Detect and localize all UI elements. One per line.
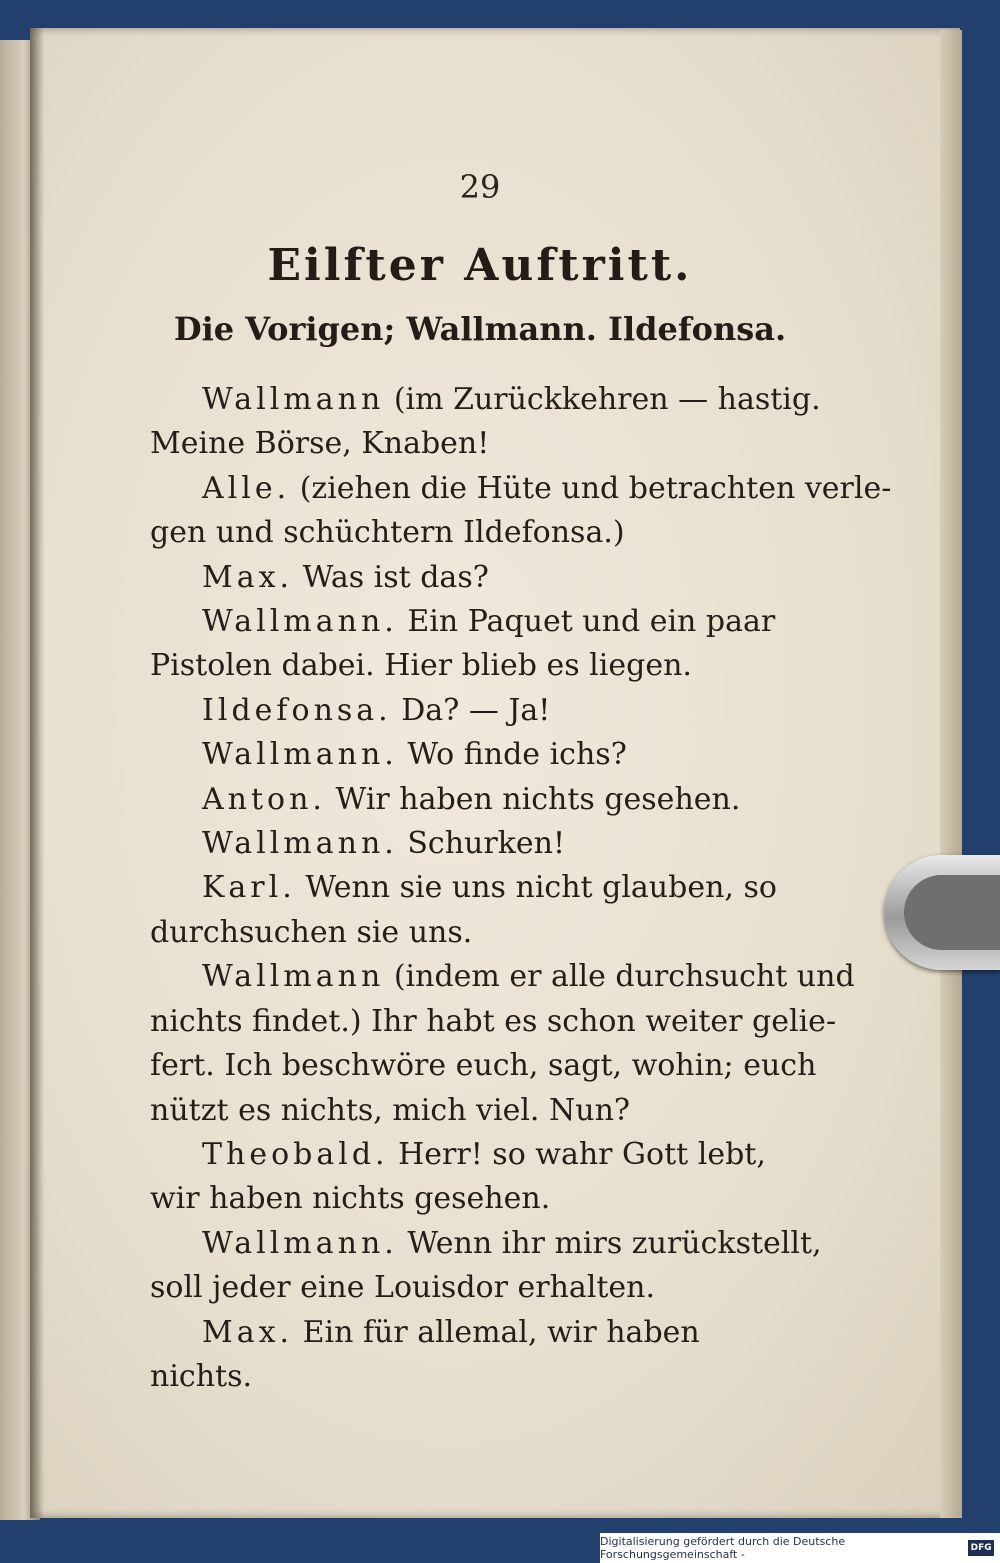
line-text: Wo finde ichs? bbox=[397, 737, 627, 773]
line-text: nichts. bbox=[150, 1358, 253, 1394]
line-text: nützt es nichts, mich viel. Nun? bbox=[150, 1092, 630, 1128]
speaker-name: Anton. bbox=[202, 781, 326, 817]
scene-title: Eilfter Auftritt. bbox=[267, 240, 693, 291]
footer-credit: Digitalisierung gefördert durch die Deutsche Forschungsgemeinschaft - bbox=[600, 1535, 846, 1561]
text-line bbox=[150, 1266, 835, 1310]
line-text: Wenn sie uns nicht glauben, so bbox=[295, 870, 777, 906]
line-text: Was ist das? bbox=[293, 559, 489, 595]
speaker-name: Wallmann. bbox=[202, 604, 398, 640]
footer-credit-bar bbox=[600, 1533, 1000, 1563]
line-text: fert. Ich beschwöre euch, sagt, wohin; euch bbox=[150, 1048, 817, 1084]
text-line bbox=[150, 511, 835, 555]
line-text: Wir haben nichts gesehen. bbox=[325, 781, 741, 817]
text-line bbox=[150, 822, 835, 866]
speaker-name: Ildefonsa. bbox=[202, 692, 392, 728]
text-line bbox=[150, 955, 855, 999]
speaker-name: Max. bbox=[202, 559, 294, 595]
line-text: Pistolen dabei. Hier blieb es liegen. bbox=[150, 648, 692, 684]
speaker-name: Wallmann. bbox=[202, 1225, 398, 1261]
line-text: gen und schüchtern Ildefonsa.) bbox=[150, 515, 625, 551]
text-line bbox=[150, 556, 835, 600]
line-text: Wenn ihr mirs zurückstellt, bbox=[397, 1225, 822, 1261]
speaker-name: Alle. bbox=[202, 470, 291, 506]
speaker-name: Wallmann bbox=[202, 959, 385, 995]
line-text: (ziehen die Hüte und betrachten verle- bbox=[290, 470, 892, 506]
scene-cast: Die Vorigen; Wallmann. Ildefonsa. bbox=[173, 310, 787, 348]
line-text: Meine Börse, Knaben! bbox=[150, 426, 490, 462]
text-line bbox=[150, 1311, 835, 1355]
text-line bbox=[150, 911, 835, 955]
text-line bbox=[150, 644, 835, 688]
line-text: soll jeder eine Louisdor erhalten. bbox=[150, 1270, 656, 1306]
speaker-name: Karl. bbox=[202, 870, 296, 906]
text-line bbox=[150, 1044, 835, 1088]
line-text: (indem er alle durchsucht und bbox=[384, 959, 855, 995]
text-line bbox=[150, 1222, 835, 1266]
line-text: Da? — Ja! bbox=[391, 692, 551, 728]
text-line bbox=[150, 1355, 835, 1399]
speaker-name: Theobald. bbox=[202, 1136, 389, 1172]
play-text bbox=[150, 378, 892, 1399]
text-line bbox=[150, 1177, 835, 1221]
text-line bbox=[150, 600, 835, 644]
line-text: wir haben nichts gesehen. bbox=[150, 1181, 551, 1217]
line-text: nichts findet.) Ihr habt es schon weiter gelie- bbox=[150, 1003, 837, 1039]
text-line bbox=[150, 467, 892, 511]
text-line bbox=[150, 866, 835, 910]
line-text: (im Zurückkehren — hastig. bbox=[384, 382, 821, 417]
bookmark-clip bbox=[884, 855, 1000, 970]
text-line bbox=[150, 422, 835, 466]
speaker-name: Max. bbox=[202, 1314, 294, 1350]
text-line bbox=[150, 689, 835, 733]
text-line bbox=[150, 1000, 835, 1044]
line-text: Ein Paquet und ein paar bbox=[397, 604, 776, 640]
speaker-name: Wallmann. bbox=[202, 737, 398, 773]
text-line bbox=[150, 1089, 835, 1133]
text-line bbox=[150, 1133, 835, 1177]
line-text: Schurken! bbox=[397, 826, 566, 862]
speaker-name: Wallmann. bbox=[202, 826, 398, 862]
line-text: Ein für allemal, wir haben bbox=[293, 1314, 700, 1350]
text-line bbox=[150, 778, 835, 822]
dfg-logo-icon: DFG bbox=[968, 1540, 994, 1556]
page-number: 29 bbox=[459, 168, 501, 206]
text-line bbox=[150, 378, 835, 422]
speaker-name: Wallmann bbox=[202, 382, 385, 417]
line-text: Herr! so wahr Gott lebt, bbox=[388, 1136, 766, 1172]
line-text: durchsuchen sie uns. bbox=[150, 914, 473, 950]
text-line bbox=[150, 733, 835, 777]
